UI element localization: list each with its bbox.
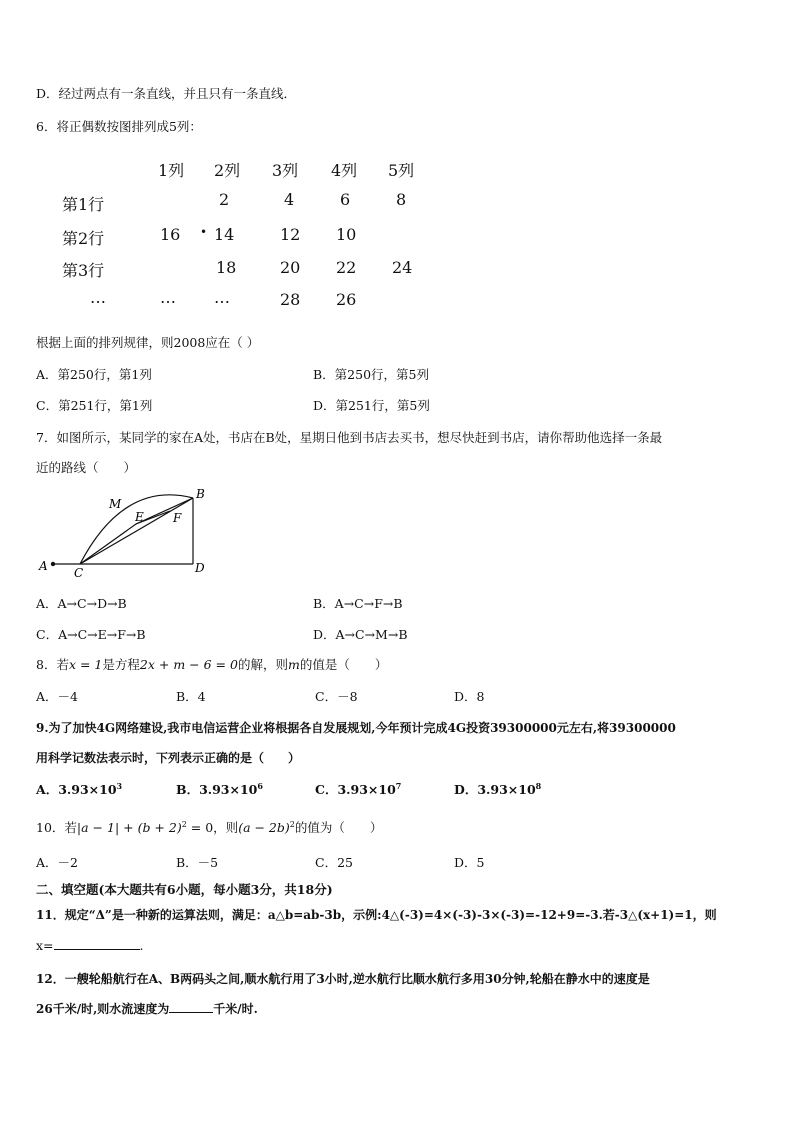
q6-option-d: D．第251行，第5列 (313, 398, 430, 413)
col-header-2: 2列 (214, 161, 241, 180)
table-dot: • (200, 225, 208, 239)
q9-option-a-base: A．3.93×10 (36, 782, 117, 797)
q8-option-c: C．－8 (315, 689, 358, 704)
q7-option-c: C．A→C→E→F→B (36, 627, 146, 642)
q9-option-a-exp: 3 (116, 780, 123, 791)
q6-option-a: A．第250行，第1列 (36, 367, 152, 382)
q8-option-b: B．4 (176, 689, 206, 704)
q7-option-a: A．A→C→D→B (36, 596, 127, 611)
q9-option-d (454, 780, 541, 798)
q9-option-d-base: D．3.93×10 (454, 782, 536, 797)
label-b: B (196, 487, 205, 501)
label-d: D (195, 561, 205, 575)
q9-option-c-base: C．3.93×10 (315, 782, 396, 797)
q8-stem (36, 655, 387, 673)
q7-route-figure (36, 484, 226, 580)
q10-option-c: C．25 (315, 855, 353, 870)
cell: 20 (280, 258, 301, 277)
section-2-heading: 二、填空题(本大题共有6小题，每小题3分，共18分) (36, 882, 333, 897)
q12-pre: 26千米/时,则水流速度为 (36, 1002, 170, 1016)
cell: 16 (160, 225, 181, 244)
label-c: C (74, 566, 84, 580)
segment-cfb (80, 498, 193, 564)
row-header-2: 第2行 (62, 229, 105, 248)
q7-stem-line1: 7．如图所示，某同学的家在A处，书店在B处，星期日他到书店去买书，想尽快赶到书店，请你帮助他选择一条最 (36, 430, 663, 445)
q8-option-a: A．－4 (36, 689, 78, 704)
q12-post: 千米/时. (213, 1002, 258, 1016)
q11-stem-line2 (36, 937, 144, 953)
q9-option-a (36, 780, 122, 798)
col-header-4: 4列 (331, 161, 358, 180)
q10-mid: = 0，则 (186, 820, 239, 835)
cell: 24 (392, 258, 413, 277)
q10-expression: |a − 1| + (b + 2) (76, 820, 182, 835)
q10-exp: 2 (181, 819, 187, 829)
q12-stem-line2 (36, 1000, 258, 1017)
q11-stem-line1: 11．规定“Δ”是一种新的运算法则，满足：a△b=ab-3b，示例:4△(-3)=4×(-3)-3×(-3)=-12+9=-3.若-3△(x+1)=1，则 (36, 908, 717, 922)
cell: 2 (219, 190, 230, 209)
q9-option-b-exp: 6 (257, 780, 263, 791)
q6-stem: 6．将正偶数按图排列成5列： (36, 119, 202, 134)
q10-exp2: 2 (289, 819, 295, 829)
q12-stem-line1: 12．一艘轮船航行在A、B两码头之间,顺水航行用了3小时,逆水航行比顺水航行多用30分钟,轮船在静水中的速度是 (36, 972, 650, 986)
q8-option-d: D．8 (454, 689, 485, 704)
col-header-3: 3列 (272, 161, 299, 180)
q6-number-table (58, 152, 438, 322)
q11-answer-blank[interactable] (54, 937, 140, 950)
row-header-1: 第1行 (62, 195, 105, 214)
q10-pre: 10．若 (36, 820, 77, 835)
q12-answer-blank[interactable] (169, 1000, 213, 1013)
q6-question: 根据上面的排列规律，则2008应在（ ） (36, 335, 260, 350)
cell: 18 (216, 258, 237, 277)
cell: 6 (340, 190, 351, 209)
q8-pre: 8．若 (36, 657, 69, 672)
cell: 28 (280, 290, 301, 309)
q6-option-c: C．第251行，第1列 (36, 398, 153, 413)
q9-stem-line1: 9.为了加快4G网络建设,我市电信运营企业将根据各自发展规划,今年预计完成4G投资39300000元左右,将39300000 (36, 721, 676, 735)
row-header-3: 第3行 (62, 261, 105, 280)
q8-equation: 2x + m − 6 = 0 (139, 657, 238, 672)
q8-mid: 是方程 (102, 657, 140, 672)
cell: … (160, 288, 176, 307)
label-e: E (135, 510, 144, 524)
q8-condition: x = 1 (68, 657, 103, 672)
q9-option-c (315, 780, 401, 798)
cell: 12 (280, 225, 301, 244)
q8-post2: 的值是（ ） (299, 657, 388, 672)
q10-stem (36, 818, 382, 836)
q11-x-label: x= (36, 938, 54, 953)
q9-stem-line2: 用科学记数法表示时，下列表示正确的是（ ） (36, 751, 301, 765)
cell: 4 (284, 190, 295, 209)
label-m: M (109, 497, 122, 511)
q8-variable: m (287, 657, 300, 672)
col-header-5: 5列 (388, 161, 415, 180)
cell: 22 (336, 258, 357, 277)
q9-option-c-exp: 7 (395, 780, 402, 791)
q7-option-d: D．A→C→M→B (313, 627, 408, 642)
q10-option-a: A．－2 (36, 855, 78, 870)
cell: 14 (214, 225, 235, 244)
q9-option-b-base: B．3.93×10 (176, 782, 258, 797)
row-header-4: … (90, 288, 106, 307)
cell: … (214, 288, 230, 307)
q10-option-d: D．5 (454, 855, 485, 870)
q9-option-b (176, 780, 263, 798)
col-header-1: 1列 (158, 161, 185, 180)
q5-option-d: D．经过两点有一条直线，并且只有一条直线． (36, 86, 297, 101)
q8-post1: 的解，则 (237, 657, 288, 672)
q7-option-b: B．A→C→F→B (313, 596, 403, 611)
q11-period: . (139, 938, 144, 953)
q10-post: 的值为（ ） (294, 820, 383, 835)
q10-expression2: (a − 2b) (238, 820, 290, 835)
q6-option-b: B．第250行，第5列 (313, 367, 429, 382)
label-a: A (39, 559, 48, 573)
q10-option-b: B．－5 (176, 855, 219, 870)
cell: 10 (336, 225, 357, 244)
label-f: F (173, 511, 182, 525)
q9-option-d-exp: 8 (535, 780, 542, 791)
cell: 26 (336, 290, 357, 309)
cell: 8 (396, 190, 407, 209)
q7-stem-line2: 近的路线（ ） (36, 460, 137, 475)
